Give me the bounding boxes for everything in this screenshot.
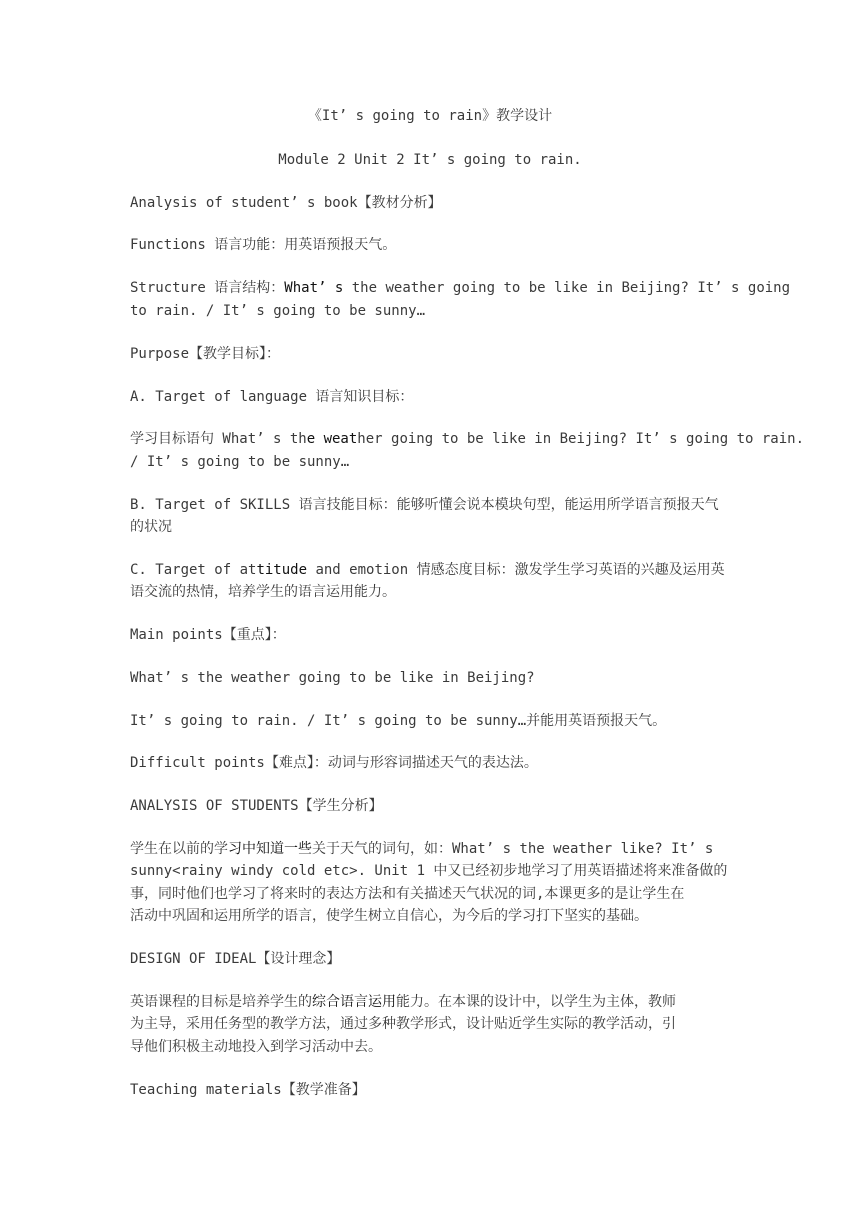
students-paragraph-text: 学生在以前的学 xyxy=(130,841,228,857)
target-sentence-line-1 xyxy=(130,428,805,451)
students-paragraph-line-1 xyxy=(130,838,732,861)
main-points-answer: It’ s going to rain. / It’ s going to be sunny…并能用英语预报天气。 xyxy=(130,713,667,729)
target-sentence-text: 学习目标语句 What’ s th xyxy=(130,431,307,447)
students-paragraph-line-2: sunny<rainy windy cold etc>. Unit 1 中又已经初步地学习了用英语描述将来准备做的 xyxy=(130,863,728,879)
students-paragraph-text-2: 关于天气的词句，如：What’ s the weather like? It’ s xyxy=(312,841,714,857)
target-attitude-line-2: 语交流的热情，培养学生的语言运用能力。 xyxy=(130,584,396,600)
functions-line: Functions 语言功能：用英语预报天气。 xyxy=(130,237,397,253)
target-sentence-emphasis: e weat xyxy=(306,431,358,447)
design-paragraph-line-3: 导他们积极主动地投入到学习活动中去。 xyxy=(130,1039,382,1055)
students-paragraph-emphasis: 习中知道一些 xyxy=(228,841,312,857)
document-subtitle: Module 2 Unit 2 It’ s going to rain. xyxy=(278,152,582,168)
students-paragraph-line-3: 事，同时他们也学习了将来时的表达方法和有关描述天气状况的词,本课更多的是让学生在 xyxy=(130,886,685,902)
target-skills-line-1: B. Target of SKILLS 语言技能目标：能够听懂会说本模块句型，能运用所学语言预报天气 xyxy=(130,497,719,513)
analysis-students-heading: ANALYSIS OF STUDENTS【学生分析】 xyxy=(130,798,383,814)
design-paragraph-line-1 xyxy=(130,991,732,1014)
students-paragraph-line-4: 活动中巩固和运用所学的语言，使学生树立自信心，为今后的学习打下坚实的基础。 xyxy=(130,908,648,924)
design-paragraph-emphasis: 综合语言运用 xyxy=(312,994,396,1010)
design-paragraph-line-2: 为主导，采用任务型的教学方法，通过多种教学形式，设计贴近学生实际的教学活动，引 xyxy=(130,1016,676,1032)
target-language-heading: A. Target of language 语言知识目标： xyxy=(130,389,414,405)
teaching-materials-heading: Teaching materials【教学准备】 xyxy=(130,1082,366,1098)
structure-line-1 xyxy=(130,277,791,300)
main-points-heading: Main points【重点】： xyxy=(130,627,286,643)
difficult-points-line: Difficult points【难点】：动词与形容词描述天气的表达法。 xyxy=(130,755,538,771)
design-paragraph-text: 英语课程的目标是培养学生的 xyxy=(130,994,312,1010)
analysis-book-heading: Analysis of student’ s book【教材分析】 xyxy=(130,195,442,211)
structure-line-2: to rain. / It’ s going to be sunny… xyxy=(130,303,426,319)
target-sentence-line-2: / It’ s going to be sunny… xyxy=(130,454,350,470)
main-points-question: What’ s the weather going to be like in Beijing? xyxy=(130,670,535,686)
structure-text: the weather going to be like in Beijing? It’ s going xyxy=(343,280,791,296)
target-sentence-text-2: her going to be like in Beijing? It’ s going to rain. xyxy=(357,431,805,447)
target-attitude-text: C. Target of at xyxy=(130,562,257,578)
target-attitude-text-2: and emotion 情感态度目标：激发学生学习英语的兴趣及运用英 xyxy=(307,562,725,578)
target-attitude-emphasis: titude xyxy=(256,562,308,578)
design-ideal-heading: DESIGN OF IDEAL【设计理念】 xyxy=(130,951,341,967)
structure-emphasis: What’ s xyxy=(284,280,344,296)
structure-label: Structure 语言结构： xyxy=(130,280,285,296)
target-skills-line-2: 的状况 xyxy=(130,519,172,535)
design-paragraph-text-2: 能力。在本课的设计中，以学生为主体，教师 xyxy=(396,994,676,1010)
purpose-heading: Purpose【教学目标】： xyxy=(130,346,281,362)
document-title: 《It’ s going to rain》教学设计 xyxy=(307,108,553,124)
target-attitude-line-1 xyxy=(130,559,732,582)
